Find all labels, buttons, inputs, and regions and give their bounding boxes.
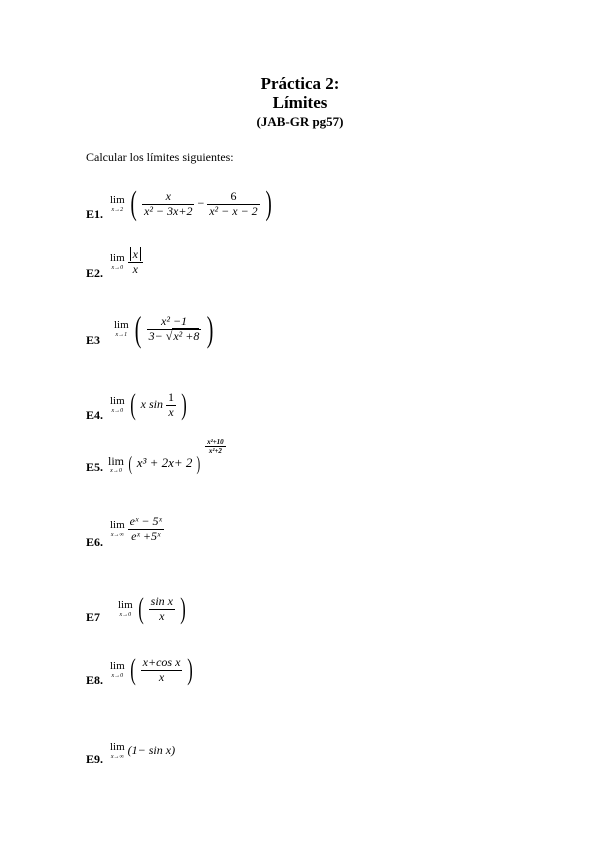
- formula: lim x→0 ( $\frac{\text{x+cos x}}{x}$ ): [110, 653, 194, 686]
- lim-word: lim: [110, 252, 125, 265]
- denominator: x: [158, 669, 165, 684]
- lim-subscript: x→∞: [110, 532, 124, 539]
- radicand: x² +8: [173, 328, 200, 343]
- formula: [110, 515, 164, 544]
- lim-word: lim: [110, 519, 125, 532]
- exercise-label: E8.: [86, 673, 104, 687]
- lim-word: lim: [114, 319, 129, 331]
- exercise-label: E7: [86, 610, 101, 624]
- formula: lim x→2 ( $\frac{x}{\text{x² − 3x+2}}$ − $\frac{6}{\text{x² − x − 2}}$ ): [110, 185, 272, 222]
- lim-word: lim: [110, 194, 125, 206]
- instructions: Calcular los límites siguientes:: [86, 150, 234, 164]
- formula: [110, 742, 175, 760]
- denominator: x: [168, 404, 174, 419]
- page-subtitle: Límites: [272, 93, 328, 112]
- page-title: Práctica 2:: [260, 74, 340, 93]
- lim-subscript: x→0: [111, 408, 124, 414]
- numerator: x² −1: [147, 315, 202, 330]
- formula: [110, 248, 143, 277]
- lim-subscript: x→0: [110, 467, 122, 474]
- exercise-label: E1.: [86, 207, 104, 221]
- exercise-label: E5.: [86, 460, 104, 474]
- numerator: 6: [207, 190, 259, 205]
- formula: lim x→0 ( $\frac{\text{sin x}}{x}$ ): [118, 592, 186, 625]
- formula: lim x→0 ( x³ + 2x+ 2 ) $\frac{\text{x²+10}}{\text{x²+2}}$: [108, 438, 224, 475]
- denominator: x² − 3x+2: [144, 203, 193, 218]
- base-expression: x³ + 2x+ 2: [136, 455, 193, 471]
- lim-word: lim: [118, 599, 133, 611]
- lim-subscript: x→0: [111, 265, 124, 272]
- lim-subscript: x→∞: [110, 754, 124, 760]
- numerator: x: [142, 190, 194, 205]
- exercise-label: E6.: [86, 535, 104, 549]
- denominator: x: [132, 261, 138, 276]
- numerator: 1: [168, 389, 175, 404]
- denominator: eˣ +5ˣ: [131, 528, 161, 543]
- denominator: x: [159, 608, 165, 623]
- lim-word: lim: [110, 395, 125, 407]
- lim-word: lim: [108, 453, 125, 468]
- lim-subscript: x→1: [115, 332, 128, 338]
- exponent-denominator: x²+2: [208, 447, 222, 456]
- exercise-label: E2.: [86, 266, 104, 280]
- numerator: x+cos x: [142, 654, 181, 669]
- exercise-label: E3: [86, 333, 101, 347]
- denominator-prefix: 3− √: [148, 328, 173, 343]
- page-reference: (JAB-GR pg57): [256, 114, 344, 129]
- operator: −: [197, 195, 205, 210]
- numerator: eˣ − 5ˣ: [129, 514, 162, 528]
- expression: (1− sin x): [127, 742, 176, 757]
- lim-word: lim: [110, 660, 125, 672]
- formula: lim x→1 ( $\frac{\text{x² −1}}{\text{3− √x² +8}}$ ): [114, 309, 214, 349]
- lim-subscript: x→0: [119, 612, 132, 618]
- lim-subscript: x→2: [111, 207, 124, 213]
- numerator: x: [130, 247, 141, 261]
- exercise-label: E4.: [86, 408, 104, 422]
- exponent-numerator: x²+10: [207, 438, 224, 446]
- lim-subscript: x→0: [111, 673, 124, 679]
- numerator: sin x: [150, 593, 174, 608]
- lim-word: lim: [110, 741, 125, 753]
- prefix: x sin: [140, 396, 164, 411]
- formula: lim x→0 ( x sin $\frac{1}{x}$ ): [110, 388, 187, 421]
- denominator: x² − x − 2: [209, 203, 258, 218]
- exercise-label: E9.: [86, 752, 104, 766]
